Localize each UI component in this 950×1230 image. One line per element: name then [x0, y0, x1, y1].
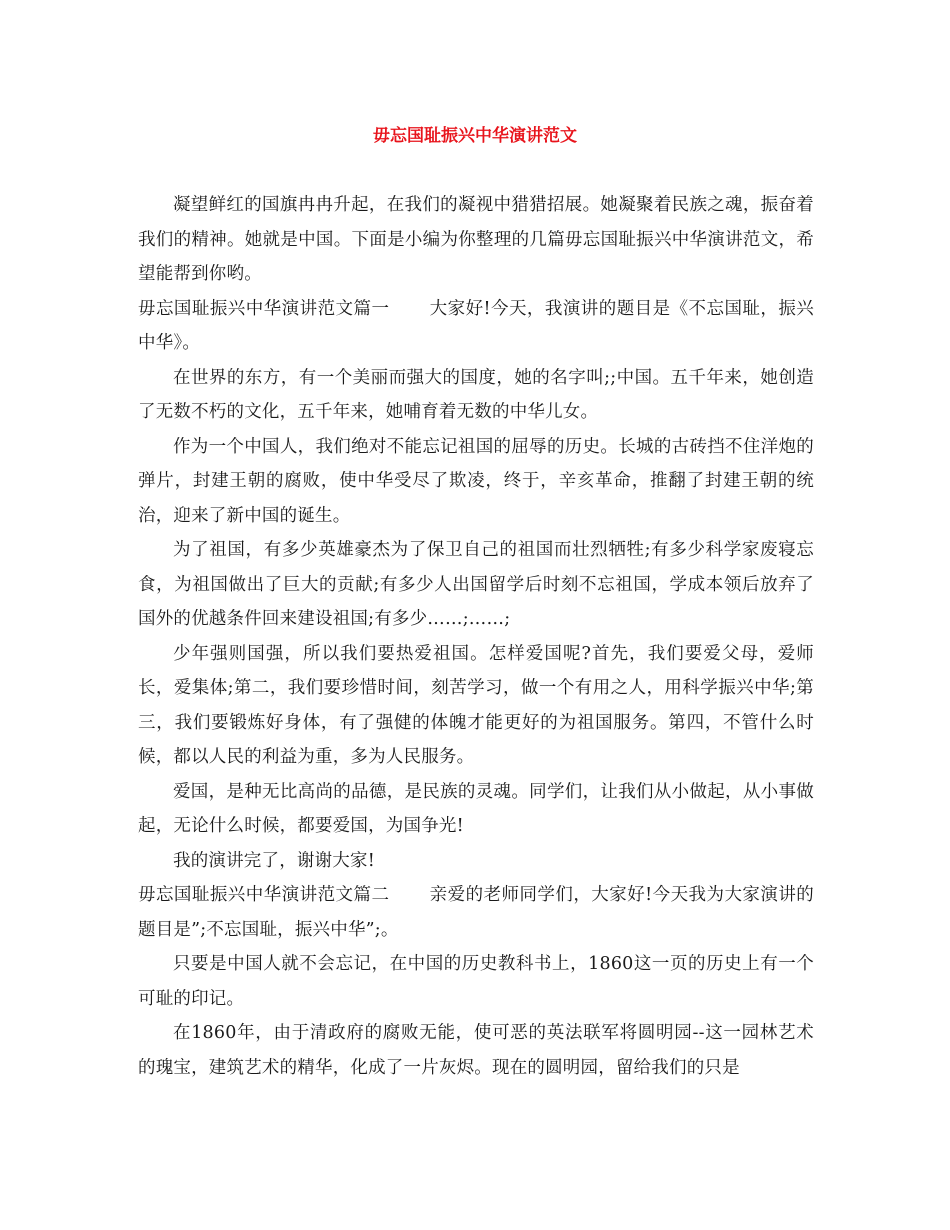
paragraph: 在世界的东方，有一个美丽而强大的国度，她的名字叫;;中国。五千年来，她创造了无数不朽的文化，五千年来，她哺育着无数的中华儿女。	[138, 367, 814, 422]
section-heading-one	[138, 292, 814, 361]
section-heading-label: 毋忘国耻振兴中华演讲范文篇二	[138, 885, 390, 905]
document-body	[138, 188, 814, 1085]
paragraph: 在1860年，由于清政府的腐败无能，使可恶的英法联军将圆明园--这一园林艺术的瑰宝，建筑艺术的精华，化成了一片灰烬。现在的圆明园，留给我们的只是	[138, 1023, 814, 1078]
section-heading-two	[138, 878, 814, 947]
paragraph: 爱国，是种无比高尚的品德，是民族的灵魂。同学们，让我们从小做起，从小事做起，无论什么时候，都要爱国，为国争光!	[138, 781, 814, 836]
paragraph: 我的演讲完了，谢谢大家!	[173, 850, 375, 871]
section-heading-label: 毋忘国耻振兴中华演讲范文篇一	[138, 298, 390, 319]
section-heading-text: 亲爱的老师同学们，大家好!今天我为大家演讲的题目是”;不忘国耻，振兴中华”;。	[138, 885, 814, 940]
document-title: 毋忘国耻振兴中华演讲范文	[373, 126, 577, 146]
paragraph-intro: 凝望鲜红的国旗冉冉升起，在我们的凝视中猎猎招展。她凝聚着民族之魂，振奋着我们的精神。她就是中国。下面是小编为你整理的几篇毋忘国耻振兴中华演讲范文，希望能帮到你哟。	[138, 195, 814, 284]
paragraph: 只要是中国人就不会忘记，在中国的历史教科书上，1860这一页的历史上有一个可耻的印记。	[138, 954, 814, 1009]
paragraph: 少年强则国强，所以我们要热爱祖国。怎样爱国呢?首先，我们要爱父母，爱师长，爱集体;第二，我们要珍惜时间，刻苦学习，做一个有用之人，用科学振兴中华;第三，我们要锻炼好身体，有了强健的体魄才能更好的为祖国服务。第四，不管什么时候，都以人民的利益为重，多为人民服务。	[138, 643, 814, 767]
paragraph: 为了祖国，有多少英雄豪杰为了保卫自己的祖国而壮烈牺牲;有多少科学家废寝忘食，为祖国做出了巨大的贡献;有多少人出国留学后时刻不忘祖国，学成本领后放弃了国外的优越条件回来建设祖国;有多少……;……;	[138, 540, 814, 629]
section-heading-text: 大家好!今天，我演讲的题目是《不忘国耻，振兴中华》。	[138, 298, 814, 353]
paragraph: 作为一个中国人，我们绝对不能忘记祖国的屈辱的历史。长城的古砖挡不住洋炮的弹片，封建王朝的腐败，使中华受尽了欺凌，终于，辛亥革命，推翻了封建王朝的统治，迎来了新中国的诞生。	[138, 436, 814, 526]
